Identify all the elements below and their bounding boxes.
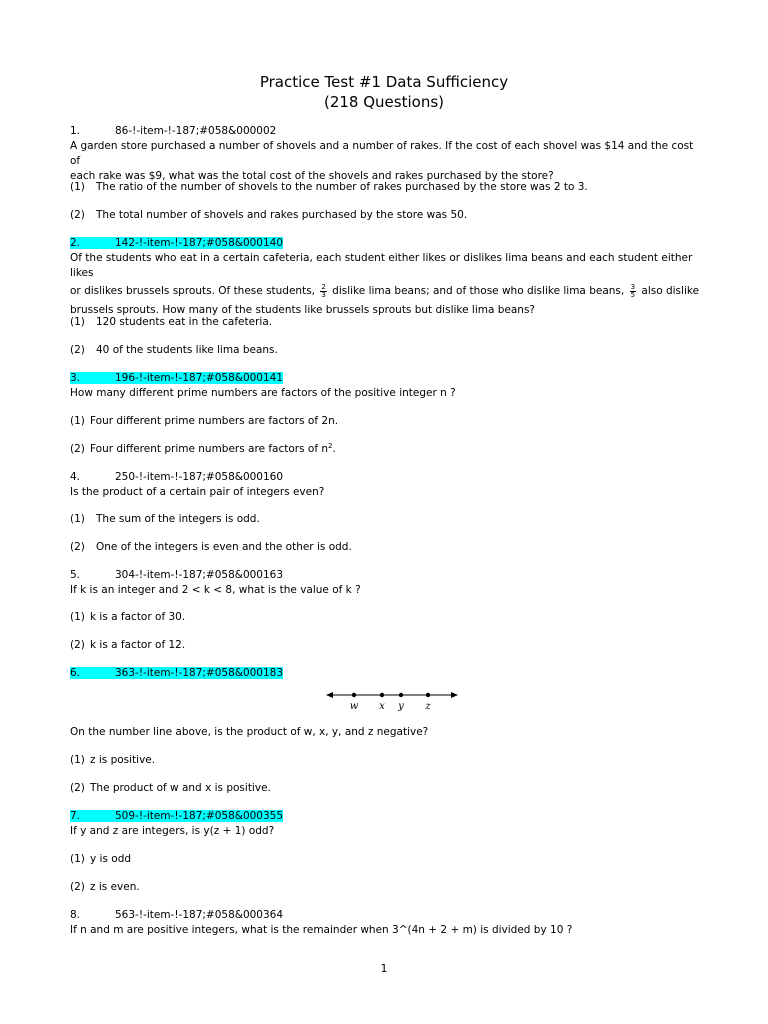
statement-2: (2) The total number of shovels and rakes purchased by the store was 50. <box>70 209 468 221</box>
question-stem: If y and z are integers, is y(z + 1) odd? <box>70 825 275 837</box>
number-line-point-x <box>380 693 384 697</box>
question-stem: On the number line above, is the product of w, x, y, and z negative? <box>70 726 429 738</box>
question-stem: Of the students who eat in a certain cafeteria, each student either likes or dislikes lima beans and each student either likes <box>70 252 693 279</box>
number-line-label-w: w <box>349 701 359 712</box>
question-header <box>70 809 698 824</box>
number-line-point-w <box>352 693 356 697</box>
question-7 <box>70 809 698 839</box>
question-code: 196-!-item-!-187;#058&000141 <box>115 372 284 384</box>
question-number: 1. <box>70 125 81 137</box>
statement-1: (1) y is odd <box>70 853 132 865</box>
number-line-point-y <box>399 693 403 697</box>
question-6-stem <box>70 725 698 740</box>
statement-2: (2) One of the integers is even and the other is odd. <box>70 541 352 553</box>
question-stem: brussels sprouts. How many of the students like brussels sprouts but dislike lima beans? <box>70 304 535 316</box>
question-header <box>70 124 698 139</box>
page-subtitle: (218 Questions) <box>323 93 444 111</box>
number-line-label-x: x <box>379 701 385 712</box>
statement-2: (2) Four different prime numbers are factors of $n^2$. <box>70 442 336 455</box>
question-code: 142-!-item-!-187;#058&000140 <box>115 237 284 249</box>
page-title: Practice Test #1 Data Sufficiency <box>259 73 509 91</box>
statement-1: (1) Four different prime numbers are factors of 2n. <box>70 415 339 427</box>
question-number: 7. <box>70 810 81 822</box>
question-stem: or dislikes brussels sprouts. Of these students, $\frac{2}{3}$ dislike lima beans; and of those who dislike lima beans, $\frac{3}{5}$ also dislike <box>70 282 700 299</box>
question-3 <box>70 371 698 401</box>
question-code: 304-!-item-!-187;#058&000163 <box>115 569 284 581</box>
question-header <box>70 568 698 583</box>
question-number: 4. <box>70 471 81 483</box>
question-stem: If k is an integer and 2 < k < 8, what is the value of k ? <box>70 584 361 596</box>
number-line-label-z: z <box>425 701 431 712</box>
question-header <box>70 908 698 923</box>
question-header <box>70 371 698 386</box>
fraction: $\frac{2}{3}$ <box>321 282 326 299</box>
question-stem: Is the product of a certain pair of integers even? <box>70 486 325 498</box>
statement-2: (2) k is a factor of 12. <box>70 639 186 651</box>
statement-1: (1) k is a factor of 30. <box>70 611 186 623</box>
statement-2: (2) 40 of the students like lima beans. <box>70 344 278 356</box>
statement-2: (2) The product of w and x is positive. <box>70 782 271 794</box>
question-6 <box>70 666 698 681</box>
number-line-point-z <box>426 693 430 697</box>
question-code: 563-!-item-!-187;#058&000364 <box>115 909 284 921</box>
fraction: $\frac{3}{5}$ <box>630 282 636 299</box>
question-header <box>70 470 698 485</box>
question-code: 250-!-item-!-187;#058&000160 <box>115 471 284 483</box>
question-stem: A garden store purchased a number of shovels and a number of rakes. If the cost of each shovel was $14 and the cost of <box>70 140 694 167</box>
question-number: 5. <box>70 569 81 581</box>
question-stem: How many different prime numbers are factors of the positive integer n ? <box>70 387 456 399</box>
question-2 <box>70 236 698 318</box>
page-number: 1 <box>380 962 388 975</box>
question-1 <box>70 124 698 184</box>
question-header <box>70 236 698 251</box>
statement-1: (1) The sum of the integers is odd. <box>70 513 260 525</box>
number-line-label-y: y <box>398 701 404 712</box>
question-number: 6. <box>70 667 81 679</box>
question-stem: If n and m are positive integers, what is the remainder when 3^(4n + 2 + m) is divided by 10 ? <box>70 924 573 936</box>
number-line-right-arrow <box>451 692 458 698</box>
question-8 <box>70 908 698 938</box>
statement-1: (1) 120 students eat in the cafeteria. <box>70 316 273 328</box>
question-number: 3. <box>70 372 81 384</box>
statement-2: (2) z is even. <box>70 881 140 893</box>
question-header <box>70 666 698 681</box>
statement-1: (1) z is positive. <box>70 754 156 766</box>
question-number: 2. <box>70 237 81 249</box>
question-4 <box>70 470 698 500</box>
question-stem: each rake was $9, what was the total cost of the shovels and rakes purchased by the store? <box>70 170 554 182</box>
question-5 <box>70 568 698 598</box>
number-line-figure <box>326 686 458 712</box>
question-code: 509-!-item-!-187;#058&000355 <box>115 810 284 822</box>
question-code: 363-!-item-!-187;#058&000183 <box>115 667 284 679</box>
number-line-left-arrow <box>326 692 333 698</box>
question-number: 8. <box>70 909 81 921</box>
question-code: 86-!-item-!-187;#058&000002 <box>115 125 277 137</box>
statement-1: (1) The ratio of the number of shovels to the number of rakes purchased by the store was 2 to 3. <box>70 181 588 193</box>
